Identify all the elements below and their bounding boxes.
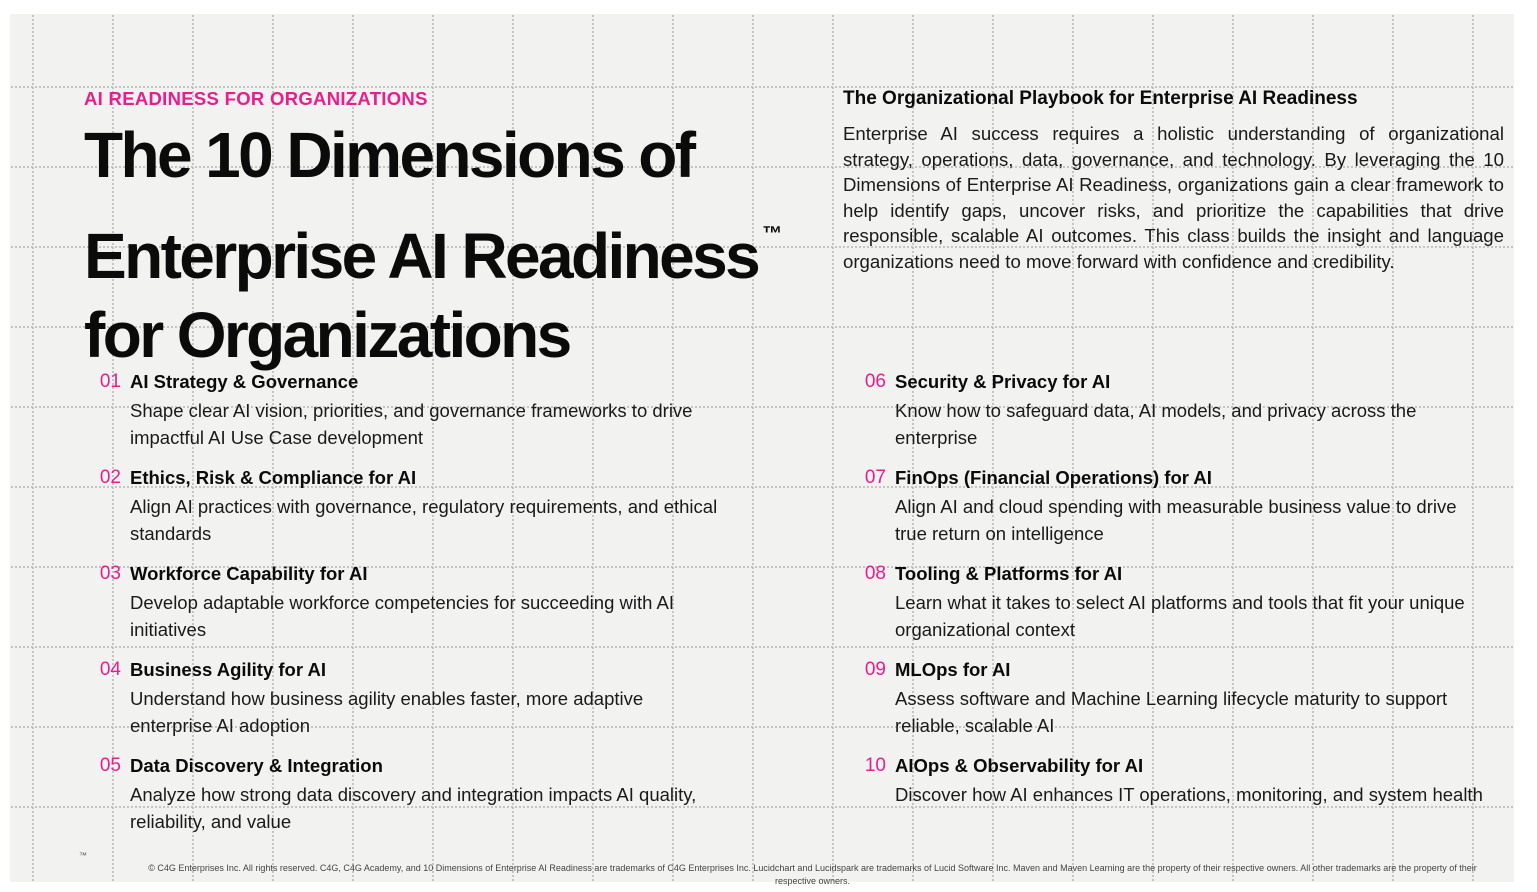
footer-trademark-mark: ™ [79,851,87,860]
dimension-name: AIOps & Observability for AI [895,755,1144,776]
title-line: Enterprise AI Readiness [84,220,759,292]
dimension-number: 01 [99,371,121,392]
dimension-name: Business Agility for AI [130,659,326,680]
dimension-item [864,753,1490,808]
dimension-description: Shape clear AI vision, priorities, and governance frameworks to drive impactful AI Use Case development [130,400,693,448]
dimension-item [864,369,1490,451]
trademark-symbol: ™ [762,223,783,245]
dimension-number: 02 [99,467,121,488]
dimension-item [99,465,720,547]
dimension-name: AI Strategy & Governance [130,371,359,392]
dimension-description: Understand how business agility enables faster, more adaptive enterprise AI adoption [130,688,644,736]
title-line: The 10 Dimensions of [84,119,694,191]
dimension-description: Align AI and cloud spending with measurable business value to drive true return on intelligence [895,496,1457,544]
dimension-number: 06 [864,371,886,392]
dimension-number: 09 [864,659,886,680]
dimension-item [864,465,1490,547]
dimension-item [864,657,1490,739]
dimension-item [99,369,720,451]
dimension-description: Assess software and Machine Learning lifecycle maturity to support reliable, scalable AI [895,688,1448,736]
dimension-name: FinOps (Financial Operations) for AI [895,467,1212,488]
dimension-name: Tooling & Platforms for AI [895,563,1123,584]
page-title [84,116,814,375]
dimension-name: Security & Privacy for AI [895,371,1111,392]
dimension-name: Workforce Capability for AI [130,563,368,584]
dimension-name: Ethics, Risk & Compliance for AI [130,467,417,488]
dimension-description: Know how to safeguard data, AI models, and privacy across the enterprise [895,400,1417,448]
title-line: for Organizations [84,299,570,371]
dimension-name: Data Discovery & Integration [130,755,383,776]
dimension-number: 08 [864,563,886,584]
dimension-item [99,561,720,643]
dimension-number: 05 [99,755,121,776]
dimension-number: 07 [864,467,886,488]
dimension-item [864,561,1490,643]
dimension-number: 04 [99,659,121,680]
dimension-description: Learn what it takes to select AI platforms and tools that fit your unique organizational context [895,592,1465,640]
dimension-description: Align AI practices with governance, regulatory requirements, and ethical standards [130,496,718,544]
dimension-item [99,753,720,835]
dimension-description: Develop adaptable workforce competencies for succeeding with AI initiatives [130,592,674,640]
dimension-number: 03 [99,563,121,584]
dimension-item [99,657,720,739]
intro-heading: The Organizational Playbook for Enterprise AI Readiness [843,88,1358,109]
dimension-description: Discover how AI enhances IT operations, monitoring, and system health [895,784,1483,805]
copyright-footer: © C4G Enterprises Inc. All rights reserved. C4G, C4G Academy, and 10 Dimensions of Enterprise AI Readiness are trademarks of C4G Enterprises Inc. Lucidchart and Lucidspark are trademarks of Lucid Software Inc. Maven and Maven Learning are the property of their respective owners. All other trademarks are the property of their respective owners. [148,863,1477,886]
dimension-description: Analyze how strong data discovery and integration impacts AI quality, reliability, and value [130,784,697,832]
title-line-with-trademark [84,195,814,296]
dimension-number: 10 [864,755,886,776]
dimension-name: MLOps for AI [895,659,1011,680]
intro-paragraph: Enterprise AI success requires a holistic understanding of organizational strategy, operations, data, governance, and technology. By leveraging the 10 Dimensions of Enterprise AI Readiness, organizations gain a clear framework to help identify gaps, uncover risks, and prioritize the capabilities that drive responsible, scalable AI outcomes. This class builds the insight and language organizations need to move forward with confidence and credibility. [843,123,1504,272]
eyebrow-label: AI READINESS FOR ORGANIZATIONS [84,88,428,109]
